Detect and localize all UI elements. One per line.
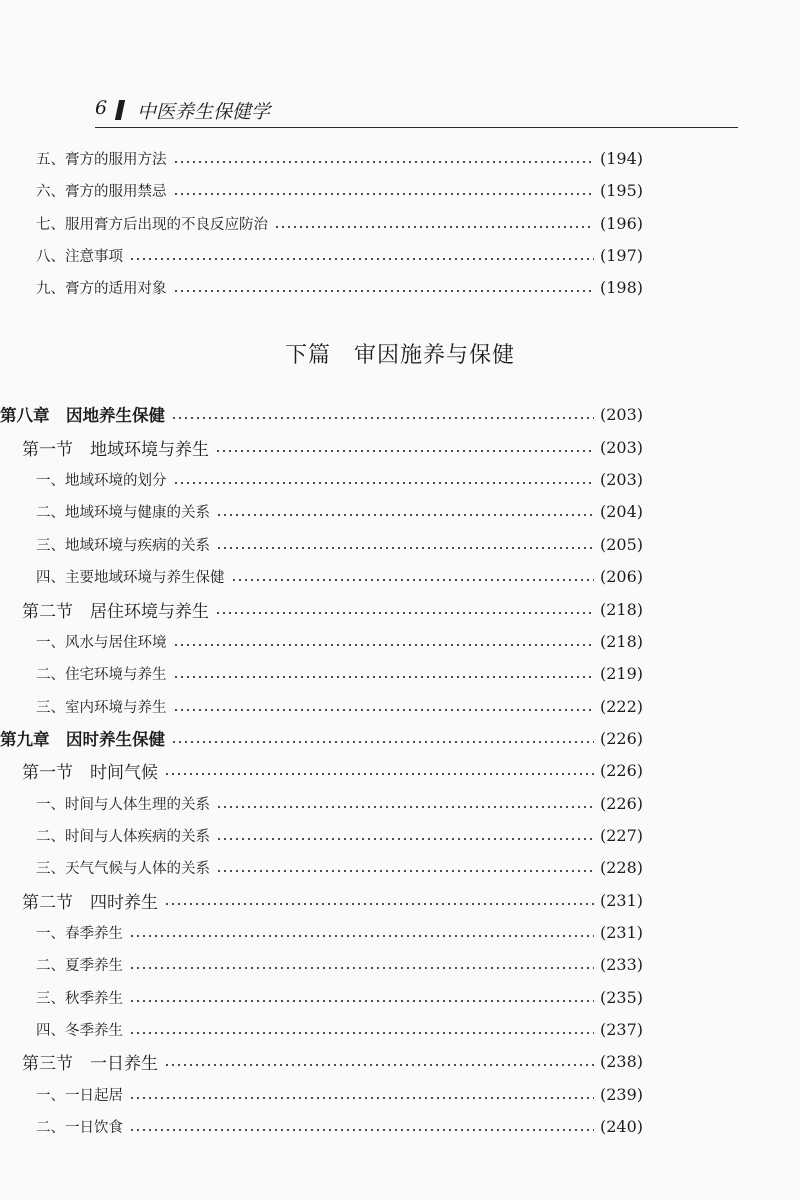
toc-entry[interactable] — [0, 691, 643, 721]
toc-entry-page: (222) — [599, 696, 643, 716]
running-header — [95, 95, 738, 128]
toc-entry-page: (237) — [599, 1019, 643, 1039]
toc-entry-label: 六、膏方的服用禁忌 — [36, 183, 167, 200]
dot-leader — [215, 612, 594, 614]
toc-entry-label: 一、春季养生 — [36, 925, 123, 942]
dot-leader — [173, 676, 594, 678]
dot-leader — [231, 579, 594, 581]
dot-leader — [129, 967, 594, 969]
dot-leader — [129, 258, 594, 260]
dot-leader — [173, 482, 594, 484]
toc-entry-label: 三、秋季养生 — [36, 990, 123, 1007]
page-number: 6 — [95, 97, 108, 119]
dot-leader — [173, 161, 594, 163]
dot-leader — [129, 1032, 594, 1034]
toc-entry-page: (226) — [599, 760, 643, 780]
toc-entry[interactable] — [0, 561, 643, 591]
toc-entry[interactable] — [0, 788, 643, 818]
dot-leader — [216, 870, 594, 872]
toc-entry-label: 五、膏方的服用方法 — [36, 151, 167, 168]
toc-entry-page: (218) — [599, 631, 643, 651]
toc-entry-page: (235) — [599, 987, 643, 1007]
dot-leader — [274, 226, 594, 228]
toc-entry[interactable] — [0, 272, 643, 302]
toc-entry-page: (233) — [599, 954, 643, 974]
toc-entry-label: 一、风水与居住环境 — [36, 634, 167, 651]
toc-entry-page: (240) — [599, 1116, 643, 1136]
toc-entry[interactable] — [0, 240, 643, 270]
dot-leader — [173, 193, 594, 195]
toc-entry[interactable] — [0, 1111, 643, 1141]
book-title: 中医养生保健学 — [137, 101, 271, 123]
toc-entry-page: (219) — [599, 663, 643, 683]
toc-entry[interactable] — [0, 529, 643, 559]
toc-entry-label: 第二节 居住环境与养生 — [22, 601, 209, 622]
dot-leader — [216, 514, 594, 516]
toc-entry-page: (227) — [599, 825, 643, 845]
toc-entry-label: 二、地域环境与健康的关系 — [36, 504, 210, 521]
toc-entry[interactable] — [0, 1014, 643, 1044]
toc-entry-page: (218) — [599, 599, 643, 619]
dot-leader — [173, 644, 594, 646]
toc-subsection-entry[interactable] — [0, 755, 643, 785]
toc-entry-page: (204) — [599, 501, 643, 521]
dot-leader — [171, 741, 594, 743]
toc-chapter-entry[interactable] — [0, 723, 643, 753]
dot-leader — [215, 450, 594, 452]
toc-entry-page: (238) — [599, 1051, 643, 1071]
toc-entry-page: (239) — [599, 1084, 643, 1104]
toc-entry-page: (206) — [599, 566, 643, 586]
toc-entry[interactable] — [0, 496, 643, 526]
toc-entry[interactable] — [0, 464, 643, 494]
toc-chapter-entry[interactable] — [0, 399, 643, 429]
toc-entry-page: (226) — [599, 728, 643, 748]
toc-entry[interactable] — [0, 1079, 643, 1109]
toc-entry[interactable] — [0, 820, 643, 850]
toc-entry-label: 第九章 因时养生保健 — [0, 730, 165, 749]
dot-leader — [173, 290, 594, 292]
toc-entry[interactable] — [0, 852, 643, 882]
toc-entry-label: 第三节 一日养生 — [22, 1053, 158, 1074]
dot-leader — [129, 1000, 594, 1002]
dot-leader — [216, 547, 594, 549]
dot-leader — [171, 417, 594, 419]
toc-entry-label: 三、天气气候与人体的关系 — [36, 860, 210, 877]
header-divider-mark — [115, 100, 125, 120]
dot-leader — [216, 806, 594, 808]
toc-entry-page: (195) — [599, 180, 643, 200]
toc-subsection-entry[interactable] — [0, 1046, 643, 1076]
dot-leader — [173, 709, 594, 711]
toc-subsection-entry[interactable] — [0, 432, 643, 462]
part-title: 下篇 审因施养与保健 — [284, 343, 515, 368]
toc-entry[interactable] — [0, 626, 643, 656]
toc-entry-label: 第二节 四时养生 — [22, 892, 158, 913]
dot-leader — [164, 773, 594, 775]
toc-subsection-entry[interactable] — [0, 594, 643, 624]
toc-entry-label: 八、注意事项 — [36, 248, 123, 265]
toc-entry-label: 一、地域环境的划分 — [36, 472, 167, 489]
toc-entry-label: 一、一日起居 — [36, 1087, 123, 1104]
toc-entry[interactable] — [0, 208, 643, 238]
toc-entry-label: 九、膏方的适用对象 — [36, 280, 167, 297]
toc-entry-label: 二、夏季养生 — [36, 957, 123, 974]
toc-entry-label: 二、住宅环境与养生 — [36, 666, 167, 683]
dot-leader — [164, 1064, 594, 1066]
toc-entry-label: 三、地域环境与疾病的关系 — [36, 537, 210, 554]
dot-leader — [129, 935, 594, 937]
toc-entry-label: 七、服用膏方后出现的不良反应防治 — [36, 216, 268, 233]
toc-entry-label: 三、室内环境与养生 — [36, 699, 167, 716]
dot-leader — [216, 838, 594, 840]
toc-entry-page: (194) — [599, 148, 643, 168]
toc-entry-page: (197) — [599, 245, 643, 265]
toc-entry[interactable] — [0, 175, 643, 205]
toc-entry-page: (231) — [599, 890, 643, 910]
toc-entry-page: (196) — [599, 213, 643, 233]
toc-subsection-entry[interactable] — [0, 885, 643, 915]
toc-entry[interactable] — [0, 982, 643, 1012]
toc-entry[interactable] — [0, 949, 643, 979]
toc-entry-page: (203) — [599, 404, 643, 424]
toc-entry-label: 第一节 地域环境与养生 — [22, 439, 209, 460]
dot-leader — [129, 1097, 594, 1099]
toc-entry-label: 一、时间与人体生理的关系 — [36, 796, 210, 813]
dot-leader — [164, 903, 594, 905]
toc-entry-label: 第一节 时间气候 — [22, 762, 158, 783]
toc-entry-label: 四、冬季养生 — [36, 1022, 123, 1039]
toc-entry-page: (228) — [599, 857, 643, 877]
dot-leader — [129, 1129, 594, 1131]
toc-entry-label: 二、一日饮食 — [36, 1119, 123, 1136]
toc-entry-label: 第八章 因地养生保健 — [0, 406, 165, 425]
toc-entry-page: (203) — [599, 437, 643, 457]
toc-entry-label: 二、时间与人体疾病的关系 — [36, 828, 210, 845]
toc-entry[interactable] — [0, 143, 643, 173]
toc-entry[interactable] — [0, 658, 643, 688]
toc-entry-page: (205) — [599, 534, 643, 554]
toc-entry[interactable] — [0, 917, 643, 947]
toc-entry-label: 四、主要地域环境与养生保健 — [36, 569, 225, 586]
toc-entry-page: (231) — [599, 922, 643, 942]
toc-entry-page: (198) — [599, 277, 643, 297]
toc-entry-page: (203) — [599, 469, 643, 489]
toc-entry-page: (226) — [599, 793, 643, 813]
